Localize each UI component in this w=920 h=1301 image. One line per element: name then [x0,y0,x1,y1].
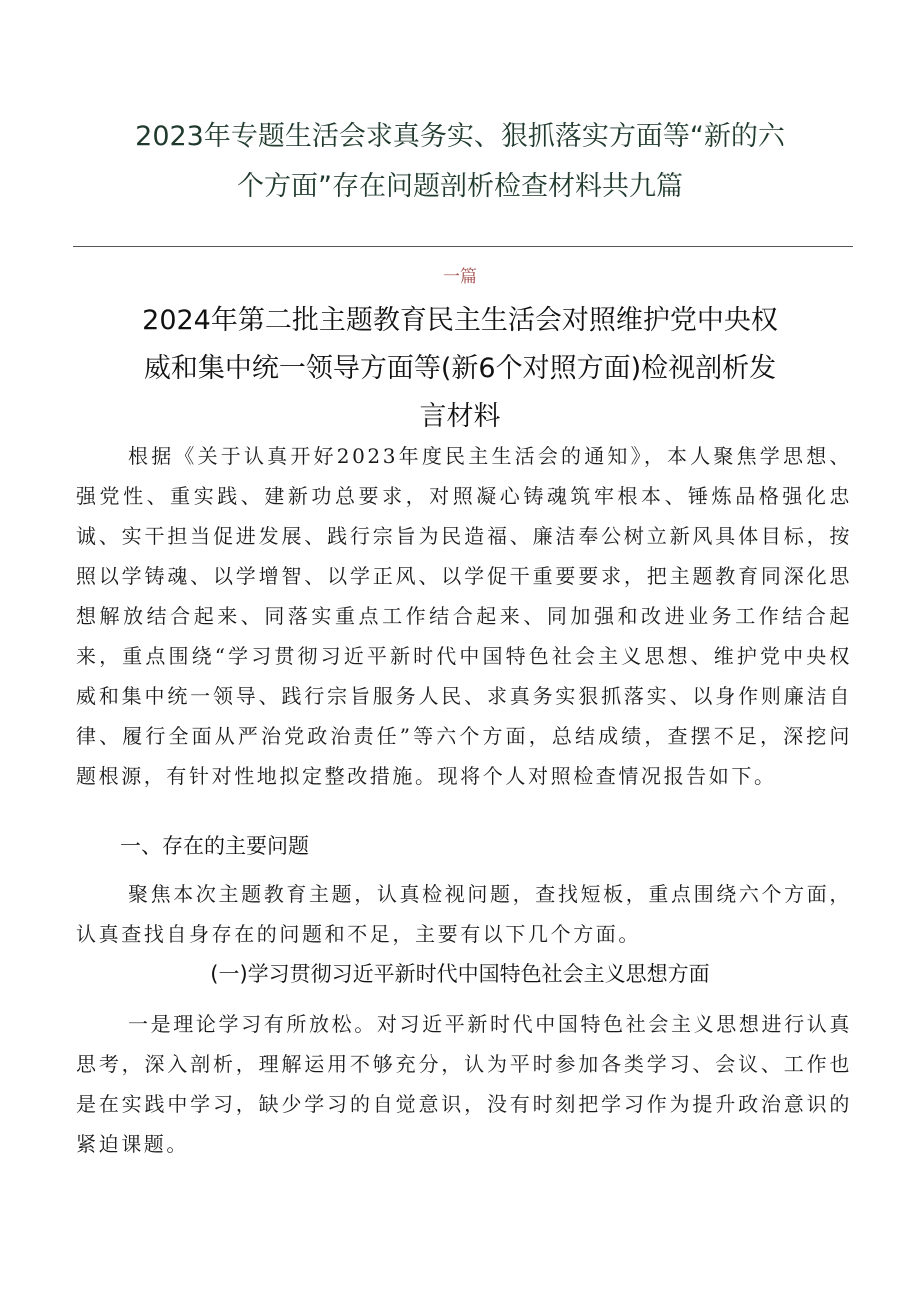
document-title-line-1: 2023年专题生活会求真务实、狠抓落实方面等“新的六 [135,121,785,152]
paragraph-focus: 聚焦本次主题教育主题，认真检视问题，查找短板，重点围绕六个方面，认真查找自身存在的问题和不足，主要有以下几个方面。 [76,882,852,946]
document-title-line-2: 个方面”存在问题剖析检查材料共九篇 [237,171,683,202]
intro-paragraph: 根据《关于认真开好2023年度民主生活会的通知》，本人聚焦学思想、强党性、重实践、建新功总要求，对照凝心铸魂筑牢根本、锤炼品格强化忠诚、实干担当促进发展、践行宗旨为民造福、廉洁奉公树立新风具体目标，按照以学铸魂、以学增智、以学正风、以学促干重要要求，把主题教育同深化思想解放结合起来、同落实重点工作结合起来、同加强和改进业务工作结合起来，重点围绕“学习贯彻习近平新时代中国特色社会主义思想、维护党中央权威和集中统一领导、践行宗旨服务人民、求真务实狠抓落实、以身作则廉洁自律、履行全面从严治党政治责任”等六个方面，总结成绩，查摆不足，深挖问题根源，有针对性地拟定整改措施。现将个人对照检查情况报告如下。 [76,444,852,788]
section-label: 一篇 [443,267,477,287]
article-title [100,297,820,441]
article-title-line-2: 威和集中统一领导方面等(新6个对照方面)检视剖析发 [143,353,777,384]
heading-study-thought: (一)学习贯彻习近平新时代中国特色社会主义思想方面 [210,962,710,986]
document-title [60,112,860,212]
article-title-line-1: 2024年第二批主题教育民主生活会对照维护党中央权 [142,305,778,336]
title-divider [73,246,853,247]
paragraph-theory-study: 一是理论学习有所放松。对习近平新时代中国特色社会主义思想进行认真思考，深入剖析，理解运用不够充分，认为平时参加各类学习、会议、工作也是在实践中学习，缺少学习的自觉意识，没有时刻把学习作为提升政治意识的紧迫课题。 [76,1012,852,1156]
article-title-line-3: 言材料 [419,401,501,432]
heading-main-problems: 一、存在的主要问题 [120,834,309,858]
